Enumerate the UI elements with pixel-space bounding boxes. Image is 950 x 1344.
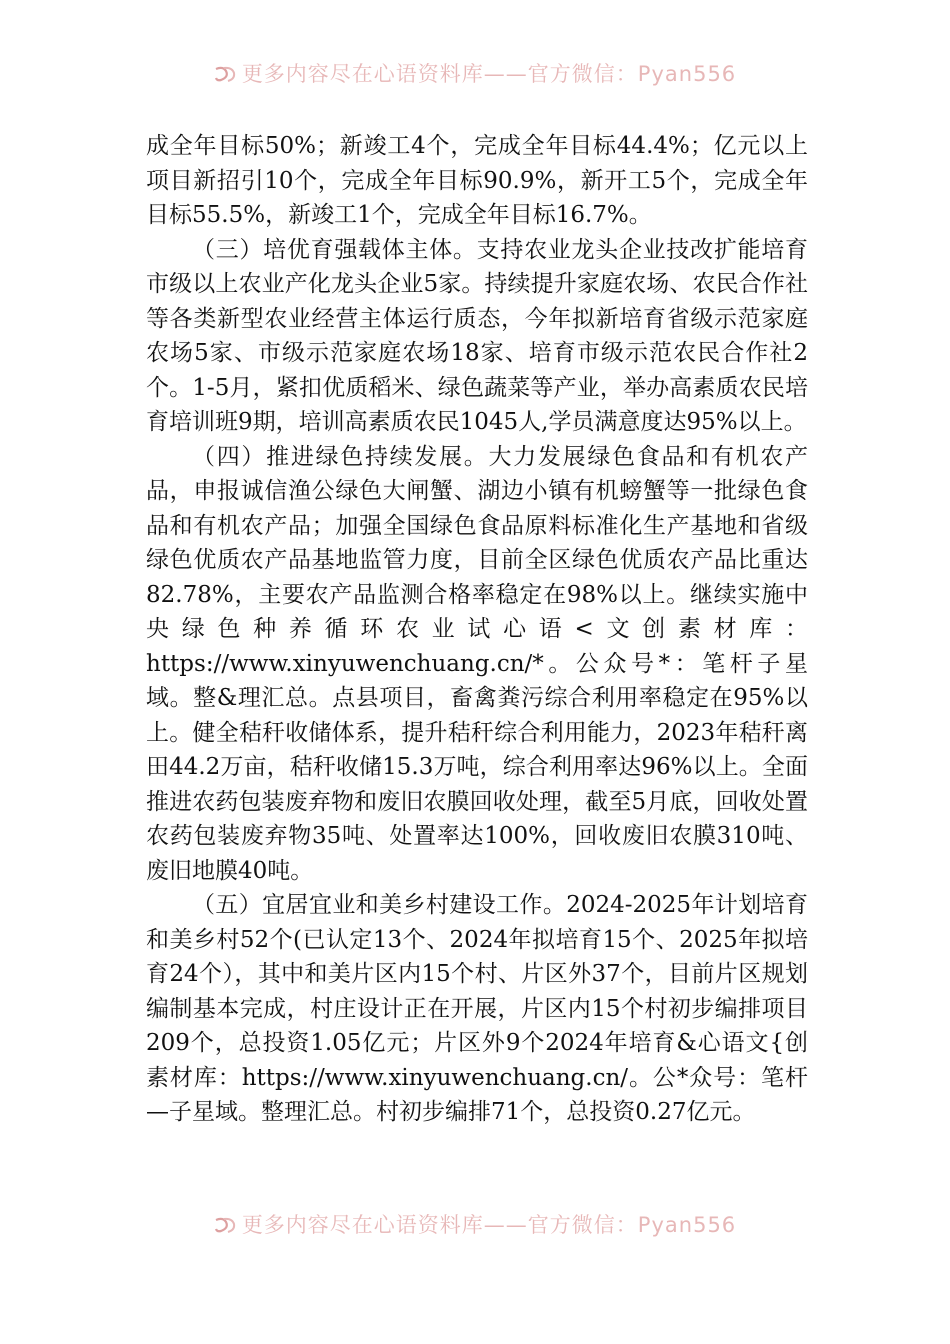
footer-watermark bbox=[0, 1209, 950, 1239]
watermark-logo-icon bbox=[214, 1216, 236, 1234]
watermark-text: 更多内容尽在心语资料库——官方微信：Pyan556 bbox=[241, 62, 737, 86]
paragraph-section-3: （三）培优育强载体主体。支持农业龙头企业技改扩能培育市级以上农业产化龙头企业5家。持续提升家庭农场、农民合作社等各类新型农业经营主体运行质态，今年拟新培育省级示范家庭农场5家、市级示范家庭农场18家、培育市级示范农民合作社2个。1-5月，紧扣优质稻米、绿色蔬菜等产业，举办高素质农民培育培训班9期，培训高素质农民1045人,学员满意度达95%以上。 bbox=[146, 236, 808, 435]
watermark-logo-icon bbox=[214, 65, 236, 83]
paragraph-continuation: 成全年目标50%；新竣工4个，完成全年目标44.4%；亿元以上项目新招引10个，完成全年目标90.9%，新开工5个，完成全年目标55.5%，新竣工1个，完成全年目标16.7%。 bbox=[146, 133, 808, 228]
header-watermark bbox=[0, 58, 950, 88]
body-text bbox=[146, 129, 808, 1130]
paragraph-section-5: （五）宜居宜业和美乡村建设工作。2024-2025年计划培育和美乡村52个(已认定13个、2024年拟培育15个、2025年拟培育24个），其中和美片区内15个村、片区外37个，目前片区规划编制基本完成，村庄设计正在开展，片区内15个村初步编排项目209个，总投资1.05亿元；片区外9个2024年培育&心语文{创素材库：https://www.xinyuwenchuang.cn/。公*众号：笔杆—子星域。整理汇总。村初步编排71个，总投资0.27亿元。 bbox=[146, 892, 808, 1125]
paragraph-section-4: （四）推进绿色持续发展。大力发展绿色食品和有机农产品，申报诚信渔公绿色大闸蟹、湖边小镇有机螃蟹等一批绿色食品和有机农产品；加强全国绿色食品原料标准化生产基地和省级绿色优质农产品基地监管力度，目前全区绿色优质农产品比重达82.78%，主要农产品监测合格率稳定在98%以上。继续实施中央绿色种养循环农业试心语<文创素材库：https://www.xinyuwenchuang.cn/*。公众号*：笔杆子星域。整&理汇总。点县项目，畜禽粪污综合利用率稳定在95%以上。健全秸秆收储体系，提升秸秆综合利用能力，2023年秸秆离田44.2万亩，秸秆收储15.3万吨，综合利用率达96%以上。全面推进农药包装废弃物和废旧农膜回收处理，截至5月底，回收处置农药包装废弃物35吨、处置率达100%，回收废旧农膜310吨、废旧地膜40吨。 bbox=[146, 443, 808, 884]
watermark-text: 更多内容尽在心语资料库——官方微信：Pyan556 bbox=[241, 1213, 737, 1237]
